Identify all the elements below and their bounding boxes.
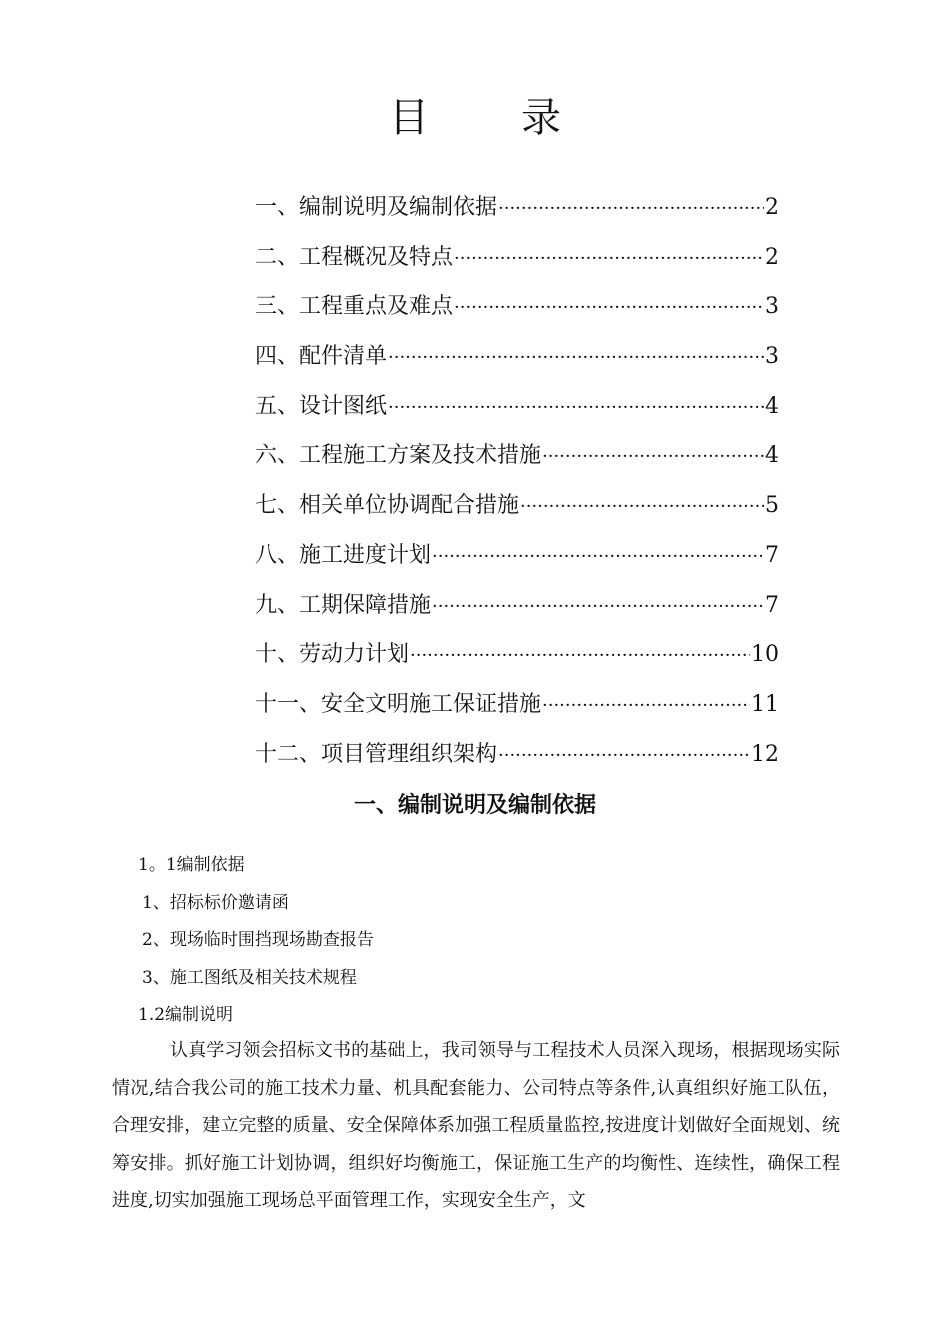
toc-entry-label: 四、配件清单 [255,344,388,370]
toc-title [0,92,950,144]
toc-entry-label: 十、劳动力计划 [255,642,410,668]
subsection-heading: 1.2编制说明 [138,1005,234,1025]
toc-list [255,188,779,784]
toc-entry-page: 5 [765,493,779,519]
toc-entry-page: 11 [751,691,779,717]
toc-entry-page: 10 [751,642,779,668]
toc-entry-label: 十二、项目管理组织架构 [255,741,498,767]
toc-entry[interactable] [255,436,779,486]
body-paragraph: 认真学习领会招标文书的基础上，我司领导与工程技术人员深入现场，根据现场实际情况,结合我公司的施工技术力量、机具配套能力、公司特点等条件,认真组织好施工队伍，合理安排，建立完整的质量、安全保障体系加强工程质量监控,按进度计划做好全面规划、统筹安排。抓好施工计划协调，组织好均衡施工，保证施工生产的均衡性、连续性，确保工程进度,切实加强施工现场总平面管理工作，实现安全生产，文 [112,1040,840,1212]
toc-leader-dots [432,587,764,627]
toc-leader-dots [388,388,764,428]
toc-entry-label: 九、工期保障措施 [255,592,432,618]
toc-entry-label: 三、工程重点及难点 [255,294,454,320]
toc-entry-page: 4 [765,443,779,469]
toc-entry-label: 七、相关单位协调配合措施 [255,493,520,519]
section-heading: 一、编制说明及编制依据 [353,793,596,818]
toc-entry-page: 2 [765,195,779,220]
toc-title-char-2: 录 [521,95,561,141]
toc-entry[interactable] [255,586,779,636]
basis-item: 1、招标标价邀请函 [142,892,289,913]
toc-leader-dots [454,239,764,279]
basis-item: 3、施工图纸及相关技术规程 [142,967,357,988]
toc-entry-page: 3 [765,294,779,320]
toc-entry-label: 五、设计图纸 [255,393,388,419]
toc-entry[interactable] [255,536,779,586]
toc-leader-dots [454,288,764,328]
toc-entry-label: 一、编制说明及编制依据 [255,195,498,220]
toc-entry[interactable] [255,188,779,238]
basis-list [138,850,858,1038]
toc-entry[interactable] [255,287,779,337]
toc-entry-page: 7 [765,592,779,618]
toc-entry[interactable] [255,685,779,735]
toc-leader-dots [498,189,764,229]
toc-entry[interactable] [255,486,779,536]
toc-leader-dots [432,537,764,577]
subsection-heading: 1。1编制依据 [138,855,245,875]
toc-entry-label: 二、工程概况及特点 [255,244,454,270]
toc-entry-page: 7 [765,542,779,568]
toc-entry-label: 十一、安全文明施工保证措施 [255,691,542,717]
toc-entry-label: 八、施工进度计划 [255,542,432,568]
toc-entry[interactable] [255,238,779,288]
toc-entry[interactable] [255,635,779,685]
basis-item: 2、现场临时围挡现场勘查报告 [142,930,374,950]
toc-leader-dots [388,338,764,378]
toc-leader-dots [520,487,764,527]
toc-entry-label: 六、工程施工方案及技术措施 [255,443,542,469]
toc-entry-page: 3 [765,344,779,370]
toc-title-char-1: 目 [389,95,429,141]
toc-leader-dots [498,736,750,776]
toc-entry-page: 4 [765,393,779,419]
toc-entry[interactable] [255,387,779,437]
toc-entry[interactable] [255,735,779,785]
toc-leader-dots [542,686,750,726]
toc-entry-page: 12 [751,741,779,767]
toc-entry-page: 2 [765,244,779,270]
toc-leader-dots [542,437,764,477]
toc-entry[interactable] [255,337,779,387]
toc-leader-dots [410,636,750,676]
